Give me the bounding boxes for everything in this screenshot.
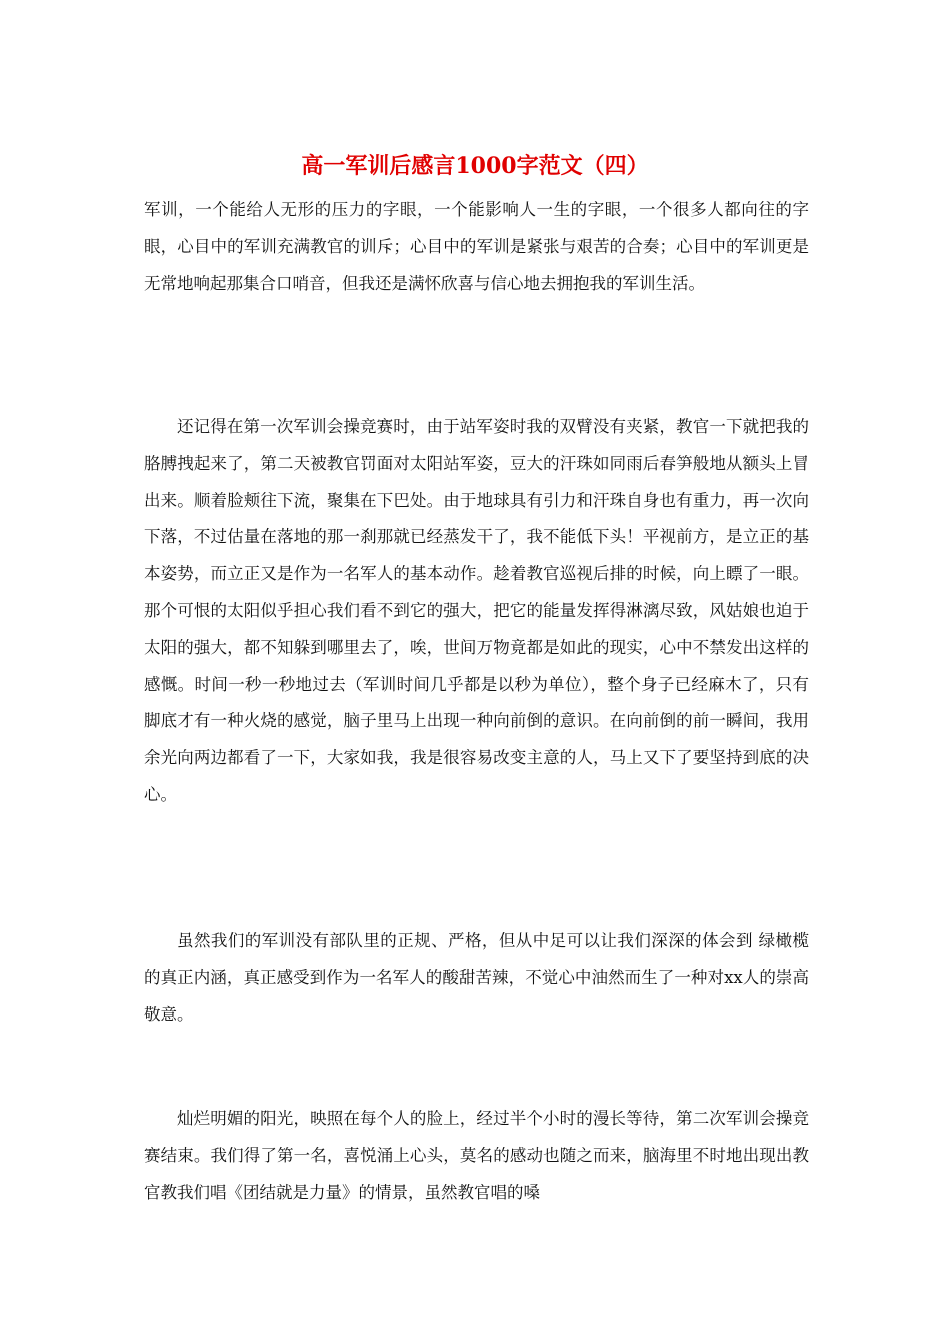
paragraph-second-drill: 灿烂明媚的阳光，映照在每个人的脸上，经过半个小时的漫长等待，第二次军训会操竞赛结束。我们得了第一名，喜悦涌上心头，莫名的感动也随之而来，脑海里不时地出现出教官教我们唱《团结就是力量》的情景，虽然教官唱的嗓 (144, 1109, 809, 1202)
paragraph-intro: 军训，一个能给人无形的压力的字眼，一个能影响人一生的字眼，一个很多人都向往的字眼，心目中的军训充满教官的训斥；心目中的军训是紧张与艰苦的合奏；心目中的军训更是无常地响起那集合口哨音，但我还是满怀欣喜与信心地去拥抱我的军训生活。 (144, 200, 809, 293)
document-title: 高一军训后感言1000字范文（四） (301, 153, 649, 179)
paragraph-first-drill: 还记得在第一次军训会操竞赛时，由于站军姿时我的双臂没有夹紧，教官一下就把我的胳膊拽起来了，第二天被教官罚面对太阳站军姿，豆大的汗珠如同雨后春笋般地从额头上冒出来。顺着脸颊往下流，聚集在下巴处。由于地球具有引力和汗珠自身也有重力，再一次向下落，不过估量在落地的那一刹那就已经蒸发干了，我不能低下头！平视前方，是立正的基本姿势，而立正又是作为一名军人的基本动作。趁着教官巡视后排的时候，向上瞟了一眼。那个可恨的太阳似乎担心我们看不到它的强大，把它的能量发挥得淋漓尽致，风姑娘也迫于太阳的强大，都不知躲到哪里去了，唉，世间万物竟都是如此的现实，心中不禁发出这样的感慨。时间一秒一秒地过去（军训时间几乎都是以秒为单位），整个身子已经麻木了，只有脚底才有一种火烧的感觉，脑子里马上出现一种向前倒的意识。在向前倒的前一瞬间，我用余光向两边都看了一下，大家如我，我是很容易改变主意的人，马上又下了要坚持到底的决心。 (144, 417, 809, 804)
paragraph-respect: 虽然我们的军训没有部队里的正规、严格，但从中足可以让我们深深的体会到 绿橄榄 的真正内涵，真正感受到作为一名军人的酸甜苦辣，不觉心中油然而生了一种对xx人的崇高敬意。 (144, 931, 809, 1024)
